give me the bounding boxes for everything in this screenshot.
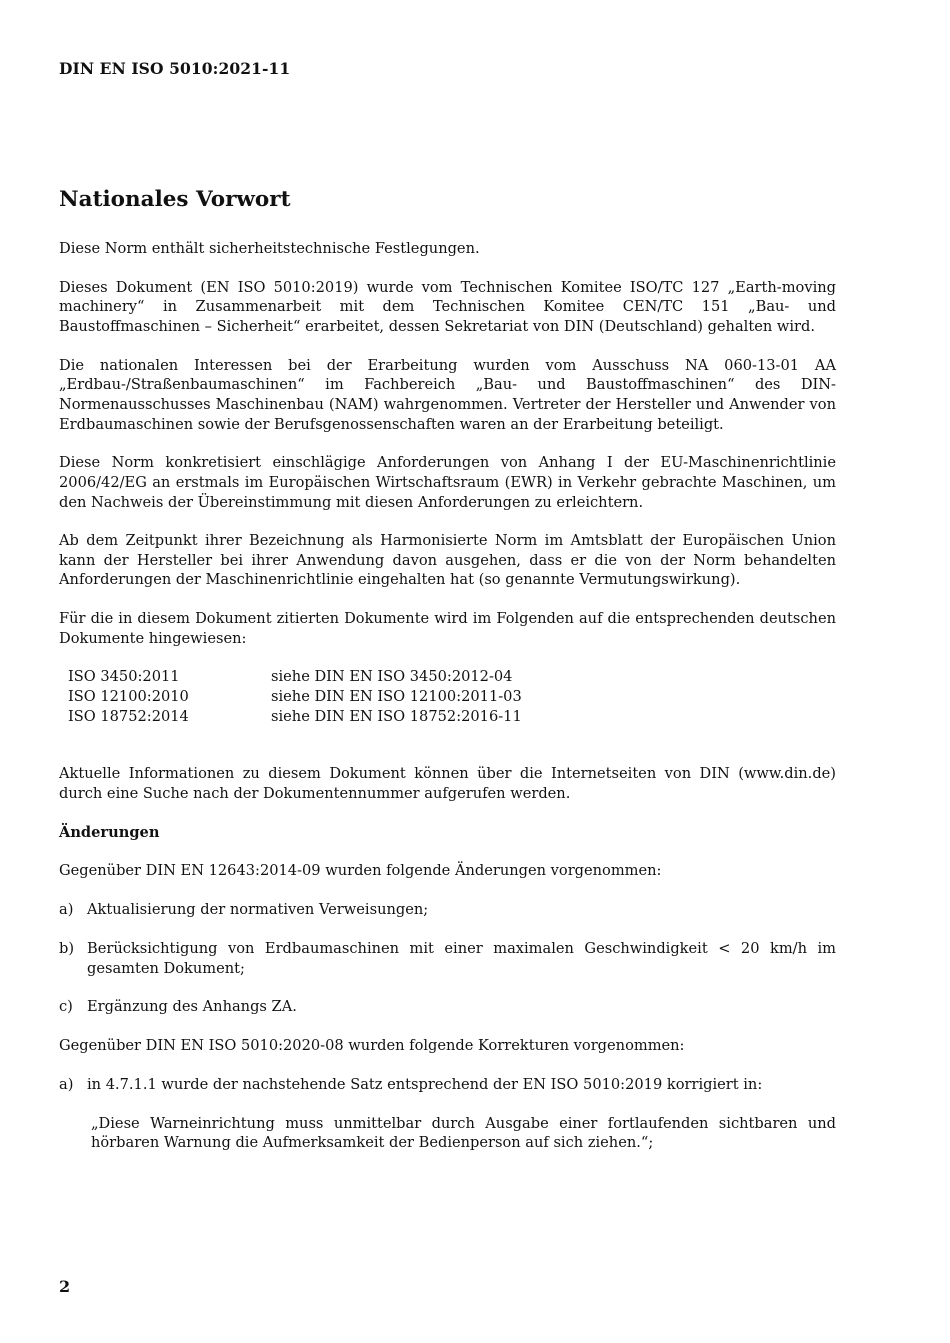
list-item	[59, 939, 836, 978]
correction-quote: „Diese Warneinrichtung muss unmittelbar durch Ausgabe einer fortlaufenden sichtbaren und hörbaren Warnung die Aufmerksamkeit der Bedienperson auf sich ziehen.“;	[91, 1114, 836, 1152]
corrections-intro: Gegenüber DIN EN ISO 5010:2020-08 wurden folgende Korrekturen vorgenommen:	[59, 1037, 685, 1055]
page-title: Nationales Vorwort	[59, 187, 291, 212]
list-item	[59, 997, 836, 1017]
paragraph-harmonised: Ab dem Zeitpunkt ihrer Bezeichnung als Harmonisierte Norm im Amtsblatt der Europäischen Union kann der Hersteller bei ihrer Anwendung davon ausgehen, dass er die von der Norm behandelten Anforderungen der Maschinenrichtlinie eingehalten hat (so genannte Vermutungswirkung).	[59, 532, 836, 589]
reference-din: siehe DIN EN ISO 18752:2016-11	[271, 707, 522, 725]
paragraph-safety: Diese Norm enthält sicherheitstechnische Festlegungen.	[59, 240, 480, 257]
reference-table	[68, 667, 522, 726]
paragraph-national-interests: Die nationalen Interessen bei der Erarbeitung wurden vom Ausschuss NA 060-13-01 AA „Erdbau-/Straßenbaumaschinen“ im Fachbereich „Bau- und Baustoffmaschinen“ des DIN-Normenausschusses Maschinenbau (NAM) wahrgenommen. Vertreter der Hersteller und Anwender von Erdbaumaschinen sowie der Berufsgenossenschaften waren an der Erarbeitung beteiligt.	[59, 356, 836, 433]
paragraph-directive: Diese Norm konkretisiert einschlägige Anforderungen von Anhang I der EU-Maschinenrichtlinie 2006/42/EG an erstmals im Europäischen Wirtschaftsraum (EWR) in Verkehr gebrachte Maschinen, um den Nachweis der Übereinstimmung mit diesen Anforderungen zu erleichtern.	[59, 454, 836, 511]
list-text: in 4.7.1.1 wurde der nachstehende Satz entsprechend der EN ISO 5010:2019 korrigiert in:	[87, 1075, 763, 1093]
document-id: DIN EN ISO 5010:2021-11	[59, 59, 291, 78]
paragraph-references-intro: Für die in diesem Dokument zitierten Dokumente wird im Folgenden auf die entsprechenden deutschen Dokumente hingewiesen:	[59, 610, 836, 647]
document-body	[59, 239, 836, 1172]
list-item	[59, 1075, 836, 1095]
list-marker: a)	[59, 1075, 74, 1093]
list-marker: a)	[59, 901, 74, 919]
table-row	[68, 667, 522, 687]
paragraph-info: Aktuelle Informationen zu diesem Dokument können über die Internetseiten von DIN (www.din.de) durch eine Suche nach der Dokumentennummer aufgerufen werden.	[59, 765, 836, 802]
list-text: Berücksichtigung von Erdbaumaschinen mit einer maximalen Geschwindigkeit < 20 km/h im gesamten Dokument;	[87, 939, 836, 977]
changes-heading: Änderungen	[59, 823, 160, 841]
list-text: Aktualisierung der normativen Verweisungen;	[87, 901, 429, 919]
list-marker: b)	[59, 939, 75, 957]
reference-din: siehe DIN EN ISO 12100:2011-03	[271, 688, 522, 706]
table-row	[68, 687, 522, 707]
reference-din: siehe DIN EN ISO 3450:2012-04	[271, 668, 513, 686]
paragraph-committee: Dieses Dokument (EN ISO 5010:2019) wurde vom Technischen Komitee ISO/TC 127 „Earth-moving machinery“ in Zusammenarbeit mit dem Technischen Komitee CEN/TC 151 „Bau- und Baustoffmaschinen – Sicherheit“ erarbeitet, dessen Sekretariat von DIN (Deutschland) gehalten wird.	[59, 278, 836, 335]
table-row	[68, 707, 522, 727]
changes-intro: Gegenüber DIN EN 12643:2014-09 wurden folgende Änderungen vorgenommen:	[59, 862, 662, 880]
reference-iso: ISO 18752:2014	[68, 707, 189, 725]
list-text: Ergänzung des Anhangs ZA.	[87, 998, 297, 1016]
list-marker: c)	[59, 998, 73, 1016]
page-number: 2	[59, 1277, 71, 1296]
reference-iso: ISO 12100:2010	[68, 688, 189, 706]
reference-iso: ISO 3450:2011	[68, 668, 180, 686]
list-item	[59, 900, 836, 920]
